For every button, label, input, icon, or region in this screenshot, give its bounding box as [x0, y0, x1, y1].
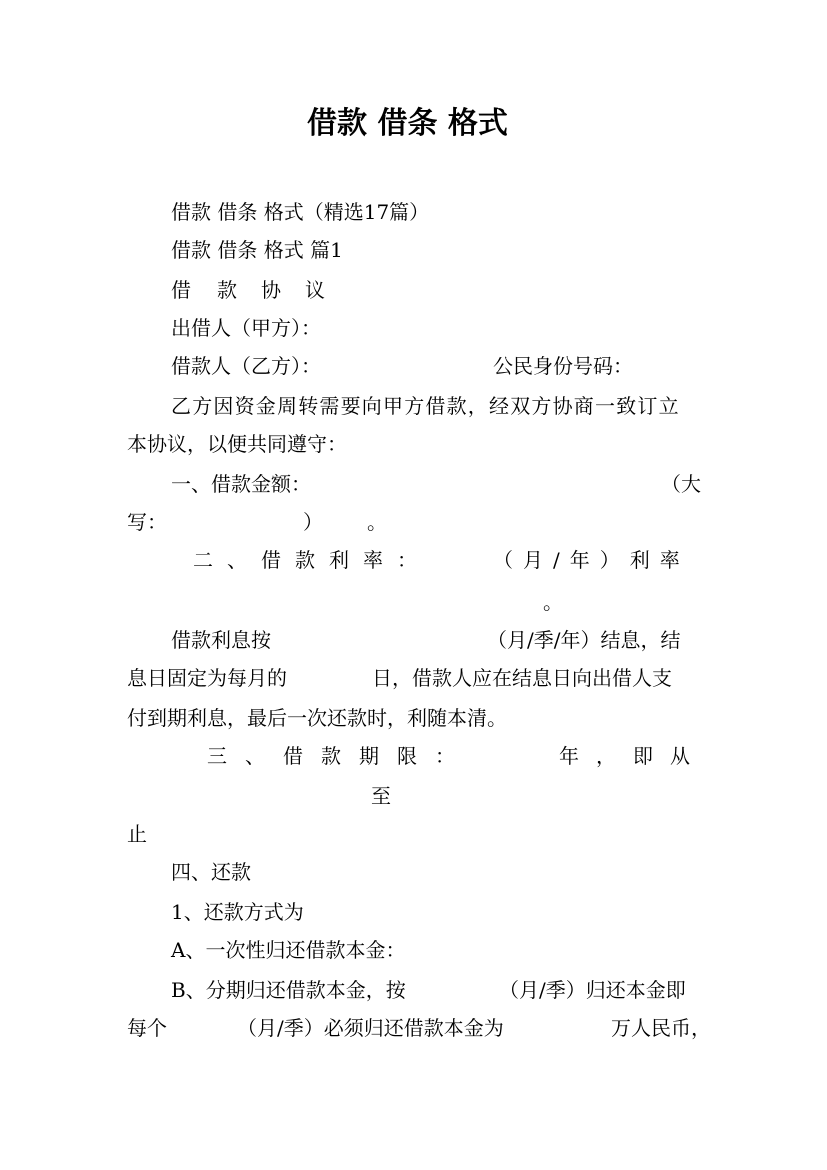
term-label: 三、借款期限：	[207, 744, 473, 768]
lender-line: 出借人（甲方）：	[171, 316, 321, 340]
repay-line-c-1: 每个	[127, 1016, 167, 1040]
amount-paren-open: （大	[661, 472, 701, 496]
rate-period: 。	[543, 590, 563, 614]
repay-option-a: A、一次性归还借款本金：	[171, 938, 406, 962]
repay-heading: 四、还款	[171, 860, 251, 884]
agreement-char-1: 借	[171, 278, 191, 302]
borrower-line: 借款人（乙方）：	[171, 354, 321, 378]
term-to: 至	[371, 784, 391, 808]
interest-cycle: （月/季/年）结息，结	[487, 628, 681, 652]
agreement-char-3: 协	[261, 278, 281, 302]
part-heading: 借款 借条 格式 篇1	[171, 238, 343, 262]
repay-option-b-2: （月/季）归还本金即	[499, 978, 686, 1002]
purpose-line-1: 乙方因资金周转需要向甲方借款，经双方协商一致订立	[171, 394, 680, 418]
repay-line-c-3: 万人民币，	[611, 1016, 711, 1040]
interest-label: 借款利息按	[171, 628, 271, 652]
amount-label: 一、借款金额：	[171, 472, 311, 496]
repay-option-b-1: B、分期归还借款本金，按	[171, 978, 406, 1002]
rate-label: 二、借款利率：	[193, 548, 431, 572]
term-year: 年，即从	[559, 744, 707, 768]
amount-paren-close: ）	[303, 510, 323, 534]
interest-line-2a: 息日固定为每月的	[127, 666, 287, 690]
document-title: 借款 借条 格式	[307, 106, 508, 141]
agreement-char-2: 款	[217, 278, 237, 302]
id-number-label: 公民身份号码：	[493, 354, 633, 378]
agreement-char-4: 议	[305, 278, 325, 302]
repay-method: 1、还款方式为	[171, 900, 304, 924]
interest-line-3: 付到期利息，最后一次还款时，利随本清。	[127, 706, 507, 730]
purpose-line-2: 本协议，以便共同遵守：	[127, 432, 347, 456]
amount-xie: 写：	[127, 510, 167, 534]
interest-line-2b: 日，借款人应在结息日向出借人支	[372, 666, 672, 690]
repay-line-c-2: （月/季）必须归还借款本金为	[237, 1016, 504, 1040]
amount-period: 。	[367, 510, 387, 534]
term-end: 止	[127, 822, 147, 846]
subtitle-line: 借款 借条 格式（精选17篇）	[171, 200, 430, 224]
rate-unit: （月/年）利率	[493, 548, 690, 572]
